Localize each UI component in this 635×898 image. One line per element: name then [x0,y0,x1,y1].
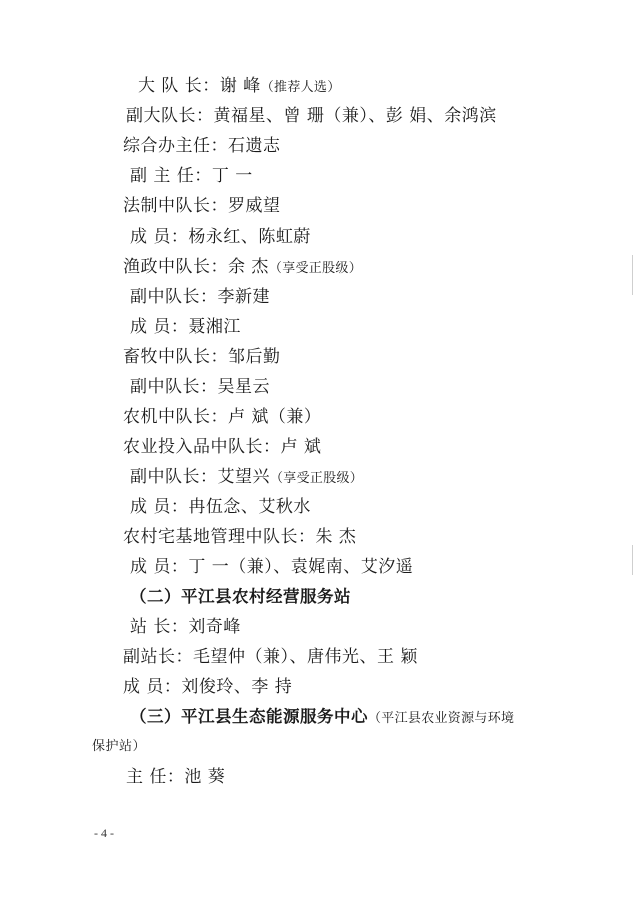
staff-name: 池 葵 [184,767,226,787]
staff-role: 法制中队长： [123,196,228,216]
staff-role: 站 长： [130,617,189,637]
staff-role: 大 队 长： [138,76,220,96]
staff-role: 成 员： [130,317,189,337]
staff-name: 艾望兴 [217,467,270,487]
staff-role: 副大队长： [126,106,214,126]
staff-role: 综合办主任： [123,136,228,156]
page-number: - 4 - [94,826,114,840]
staff-line [123,256,362,280]
staff-role: 农机中队长： [123,407,228,427]
section-heading-line [130,706,514,730]
staff-line [123,646,418,668]
staff-name: 余 杰 [228,257,269,277]
staff-role: 副站长： [123,647,193,667]
staff-name: 黄福星、曾 珊（兼）、彭 娟、余鸿滨 [213,106,497,126]
scan-edge-mark [632,545,633,575]
staff-name: 刘奇峰 [188,617,241,637]
staff-name: 丁 一 [211,166,253,186]
staff-line [130,226,311,248]
section-note-continued: 保护站） [92,739,147,754]
staff-line [130,556,413,578]
staff-line [123,526,356,548]
staff-line [126,766,225,788]
staff-role: 渔政中队长： [123,257,228,277]
staff-note: （享受正股级） [268,261,363,276]
staff-line [130,376,270,398]
staff-line [130,286,270,308]
staff-line [123,346,281,368]
staff-line [123,676,292,698]
staff-role: 农村宅基地管理中队长： [123,527,316,547]
staff-line [123,436,321,458]
staff-name: 李新建 [217,287,270,307]
staff-name: 刘俊玲、李 持 [181,677,293,697]
staff-line [123,195,281,217]
staff-line [130,466,363,490]
staff-role: 副 主 任： [130,166,212,186]
section-heading: （二）平江县农村经营服务站 [130,587,351,606]
staff-name: 杨永红、陈虹蔚 [188,227,311,247]
staff-line [130,616,241,638]
staff-line [130,165,253,187]
staff-name: 冉伍念、艾秋水 [188,497,311,517]
staff-role: 成 员： [123,677,182,697]
staff-role: 副中队长： [130,287,218,307]
staff-name: 石遗志 [228,136,281,156]
staff-line [130,316,241,338]
staff-line [123,135,281,157]
staff-line [138,75,341,99]
staff-role: 副中队长： [130,377,218,397]
staff-role: 成 员： [130,227,189,247]
staff-name: 邹后勤 [228,347,281,367]
staff-role: 成 员： [130,497,189,517]
staff-name: 丁 一（兼）、袁娓南、艾汐遥 [188,557,414,577]
staff-note: （享受正股级） [270,471,364,486]
staff-name: 吴星云 [217,377,270,397]
staff-line [126,105,497,127]
staff-role: 副中队长： [130,467,218,487]
staff-name: 卢 斌 [280,437,322,457]
staff-role: 农业投入品中队长： [123,437,281,457]
staff-role: 主 任： [126,767,185,787]
section-note: （平江县农业资源与环境 [368,711,515,726]
staff-name: 聂湘江 [188,317,241,337]
staff-name: 谢 峰 [219,76,261,96]
section-heading: （三）平江县生态能源服务中心 [130,707,368,726]
staff-role: 成 员： [130,557,189,577]
staff-name: 卢 斌（兼） [228,407,322,427]
staff-line [123,406,321,428]
staff-name: 罗威望 [228,196,281,216]
staff-line [130,496,311,518]
staff-role: 畜牧中队长： [123,347,228,367]
staff-name: 毛望仲（兼）、唐伟光、王 颖 [193,647,418,667]
scan-edge-mark [632,255,633,295]
staff-note: （推荐人选） [260,80,341,95]
staff-name: 朱 杰 [315,527,357,547]
